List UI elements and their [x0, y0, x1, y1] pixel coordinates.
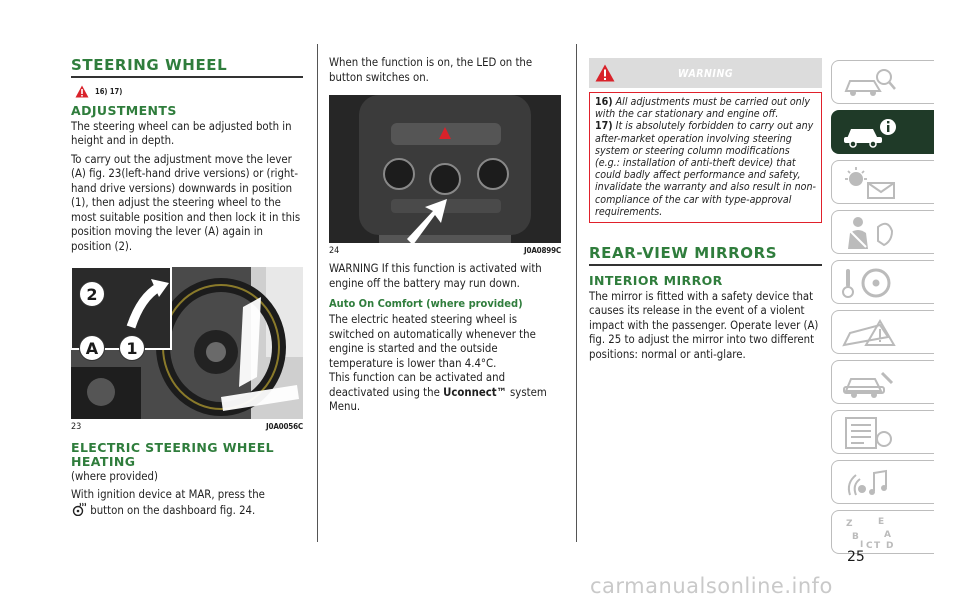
car-info-icon	[840, 115, 900, 151]
callout-2: 2	[79, 281, 105, 307]
tab-warning-lights[interactable]	[831, 160, 934, 204]
subsection-title-electric-heating: ELECTRIC STEERING WHEEL HEATING	[71, 440, 274, 469]
svg-text:A: A	[884, 530, 891, 540]
paragraph-text: This function can be activated and deactivated using the	[329, 371, 506, 399]
svg-text:D: D	[886, 541, 894, 551]
subsection-title-interior-mirror: INTERIOR MIRROR	[589, 272, 723, 288]
warning-number: 17)	[595, 120, 613, 133]
paragraph: WARNING If this function is activated with engine off the battery may run down.	[329, 262, 542, 290]
car-maintenance-icon	[840, 365, 900, 401]
svg-text:I: I	[860, 540, 864, 550]
warning-text: It is absolutely forbidden to carry out any after-market operation involving steering system or steering column modifications (e.g.: installation of anti-theft device) that could badly affect performance and safety, invalidate the warranty and also result in non-compliance of the car with type-approval requirements.	[595, 120, 816, 218]
tab-emergency[interactable]	[831, 310, 934, 354]
column-1	[71, 0, 303, 519]
subsection-title-adjustments: ADJUSTMENTS	[71, 102, 177, 118]
paragraph: The mirror is fitted with a safety device that causes its release in the event of a violent impact with the passenger. Operate lever (A) fig. 25 to adjust the mirror into two different positions: normal or anti-glare.	[589, 289, 819, 361]
paragraph	[329, 371, 561, 415]
warning-text: All adjustments must be carried out only with the car stationary and engine off.	[595, 96, 810, 121]
paragraph-continued: button on the dashboard fig. 24.	[90, 504, 256, 517]
figure-23-caption	[71, 422, 303, 432]
car-search-icon	[840, 65, 900, 101]
subsection-title-auto-on-comfort: Auto On Comfort (where provided)	[329, 297, 523, 310]
tab-safety[interactable]	[831, 210, 934, 254]
column-divider	[576, 44, 577, 542]
car-emergency-icon	[840, 315, 900, 351]
tab-index[interactable]	[831, 510, 934, 554]
figure-24-caption	[329, 246, 561, 256]
warning-header	[589, 58, 822, 88]
column-divider	[317, 44, 318, 542]
title-rule	[71, 76, 303, 78]
paragraph: When the function is on, the LED on the button switches on.	[329, 56, 533, 84]
warning-light-message-icon	[840, 165, 900, 201]
watermark: carmanualsonline.info	[590, 574, 833, 598]
figure-code: J0A0899C	[524, 246, 561, 255]
warning-refs: 16) 17)	[95, 86, 123, 96]
page-number: 25	[847, 549, 865, 565]
warning-box	[589, 92, 822, 223]
svg-text:C: C	[866, 541, 873, 551]
paragraph	[71, 502, 303, 519]
svg-text:E: E	[878, 517, 885, 527]
heated-steering-wheel-icon	[71, 502, 87, 516]
technical-data-list-icon	[840, 415, 900, 451]
where-provided: (where provided)	[71, 470, 158, 483]
column-2	[329, 0, 561, 415]
warning-triangle-icon	[75, 85, 89, 98]
dashboard-console-illustration	[329, 95, 561, 243]
uconnect-bold: Uconnect™	[443, 385, 507, 399]
svg-text:B: B	[852, 532, 859, 542]
column-3	[589, 0, 822, 362]
paragraph: With ignition device at MAR, press the	[71, 487, 265, 501]
steering-column-illustration	[71, 267, 303, 419]
section-title-steering-wheel: STEERING WHEEL	[71, 56, 228, 74]
paragraph: The steering wheel can be adjusted both in height and in depth.	[71, 119, 292, 147]
warning-item	[595, 96, 816, 120]
tab-multimedia[interactable]	[831, 460, 934, 504]
title-rule	[589, 264, 822, 266]
warning-number: 16)	[595, 96, 613, 108]
figure-24-photo	[329, 95, 561, 243]
multimedia-icon	[840, 465, 900, 501]
paragraph: To carry out the adjustment move the lever (A) fig. 23(left-hand drive versions) or (right-hand drive versions) downwards in position (1), then adjust the steering wheel to the most suitable position and then lock it in this position moving the lever (A) again in position (2).	[71, 152, 301, 253]
figure-number: 23	[71, 422, 82, 432]
svg-text:T: T	[874, 541, 881, 551]
warning-item	[595, 120, 816, 218]
callout-A: A	[79, 335, 105, 361]
figure-number: 24	[329, 246, 340, 256]
chapter-sidebar	[831, 60, 934, 560]
tab-car-info[interactable]	[831, 110, 934, 154]
figure-23-photo	[71, 267, 303, 419]
tab-technical-data[interactable]	[831, 410, 934, 454]
tab-maintenance[interactable]	[831, 360, 934, 404]
tab-car-search[interactable]	[831, 60, 934, 104]
paragraph-text: system Menu.	[329, 385, 547, 413]
steering-wheel-key-icon	[840, 265, 900, 301]
callout-1: 1	[119, 335, 145, 361]
index-alphabet-icon	[840, 515, 900, 551]
tab-starting-driving[interactable]	[831, 260, 934, 304]
ref-row	[75, 84, 303, 99]
seatbelt-person-icon	[840, 215, 900, 251]
svg-text:Z: Z	[846, 519, 853, 529]
paragraph: The electric heated steering wheel is switched on automatically whenever the engine is started and the outside temperature is lower than 4.4°C.	[329, 313, 536, 370]
figure-code: J0A0056C	[266, 422, 303, 431]
section-title-rear-view-mirrors: REAR-VIEW MIRRORS	[589, 244, 778, 263]
warning-title: WARNING	[677, 68, 734, 80]
